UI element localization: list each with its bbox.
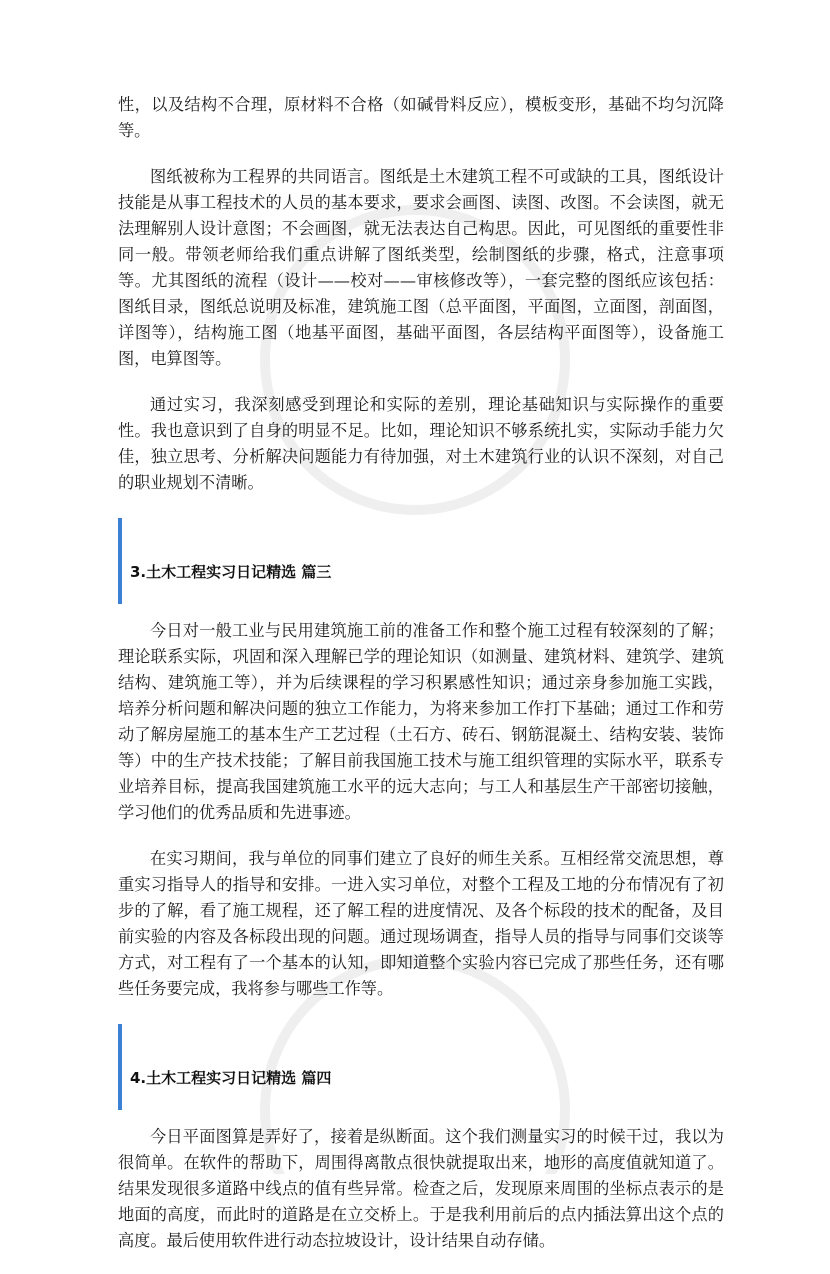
section-accent-bar: [118, 1024, 122, 1110]
paragraph-top-1: 性，以及结构不合理，原材料不合格（如碱骨料反应），模板变形，基础不均匀沉降等。: [118, 95, 724, 140]
section-4-header: [118, 1024, 724, 1110]
section-4-heading: 4.土木工程实习日记精选 篇四: [130, 1069, 332, 1087]
section-3-paragraph-2: 在实习期间，我与单位的同事们建立了良好的师生关系。互相经常交流思想，尊重实习指导人的指导和安排。一进入实习单位，对整个工程及工地的分布情况有了初步的了解，看了施工规程，还了解工程的进度情况、及各个标段的技术的配备，及目前实验的内容及各标段出现的问题。通过现场调查，指导人员的指导与同事们交谈等方式，对工程有了一个基本的认知，即知道整个实验内容已完成了那些任务，还有哪些任务要完成，我将参与哪些工作等。: [118, 849, 724, 998]
section-3-heading: 3.土木工程实习日记精选 篇三: [130, 563, 332, 581]
section-3-paragraph-1: 今日对一般工业与民用建筑施工前的准备工作和整个施工过程有较深刻的了解；理论联系实际，巩固和深入理解已学的理论知识（如测量、建筑材料、建筑学、建筑结构、建筑施工等），并为后续课程的学习积累感性知识；通过亲身参加施工实践，培养分析问题和解决问题的独立工作能力，为将来参加工作打下基础；通过工作和劳动了解房屋施工的基本生产工艺过程（土石方、砖石、钢筋混凝土、结构安装、装饰等）中的生产技术技能；了解目前我国施工技术与施工组织管理的实际水平，联系专业培养目标，提高我国建筑施工水平的远大志向；与工人和基层生产干部密切接触，学习他们的优秀品质和先进事迹。: [118, 621, 724, 822]
section-3-header: [118, 518, 724, 604]
paragraph-top-3: 通过实习，我深刻感受到理论和实际的差别，理论基础知识与实际操作的重要性。我也意识到了自身的明显不足。比如，理论知识不够系统扎实，实际动手能力欠佳，独立思考、分析解决问题能力有待加强，对土木建筑行业的认识不深刻，对自己的职业规划不清晰。: [118, 395, 724, 492]
section-4-paragraph-1: 今日平面图算是弄好了，接着是纵断面。这个我们测量实习的时候干过，我以为很简单。在软件的帮助下，周围得离散点很快就提取出来，地形的高度值就知道了。结果发现很多道路中线点的值有些异常。检查之后，发现原来周围的坐标点表示的是地面的高度，而此时的道路是在立交桥上。于是我利用前后的点内插法算出这个点的高度。最后使用软件进行动态拉坡设计，设计结果自动存储。: [118, 1127, 724, 1250]
document-body: [118, 92, 724, 1274]
paragraph-top-2: 图纸被称为工程界的共同语言。图纸是土木建筑工程不可或缺的工具，图纸设计技能是从事工程技术的人员的基本要求，要求会画图、读图、改图。不会读图，就无法理解别人设计意图；不会画图，就无法表达自己构思。因此，可见图纸的重要性非同一般。带领老师给我们重点讲解了图纸类型，绘制图纸的步骤，格式，注意事项等。尤其图纸的流程（设计——校对——审核修改等），一套完整的图纸应该包括：图纸目录，图纸总说明及标准，建筑施工图（总平面图，平面图，立面图，剖面图，详图等），结构施工图（地基平面图，基础平面图，各层结构平面图等），设备施工图，电算图等。: [118, 167, 724, 368]
section-accent-bar: [118, 518, 122, 604]
